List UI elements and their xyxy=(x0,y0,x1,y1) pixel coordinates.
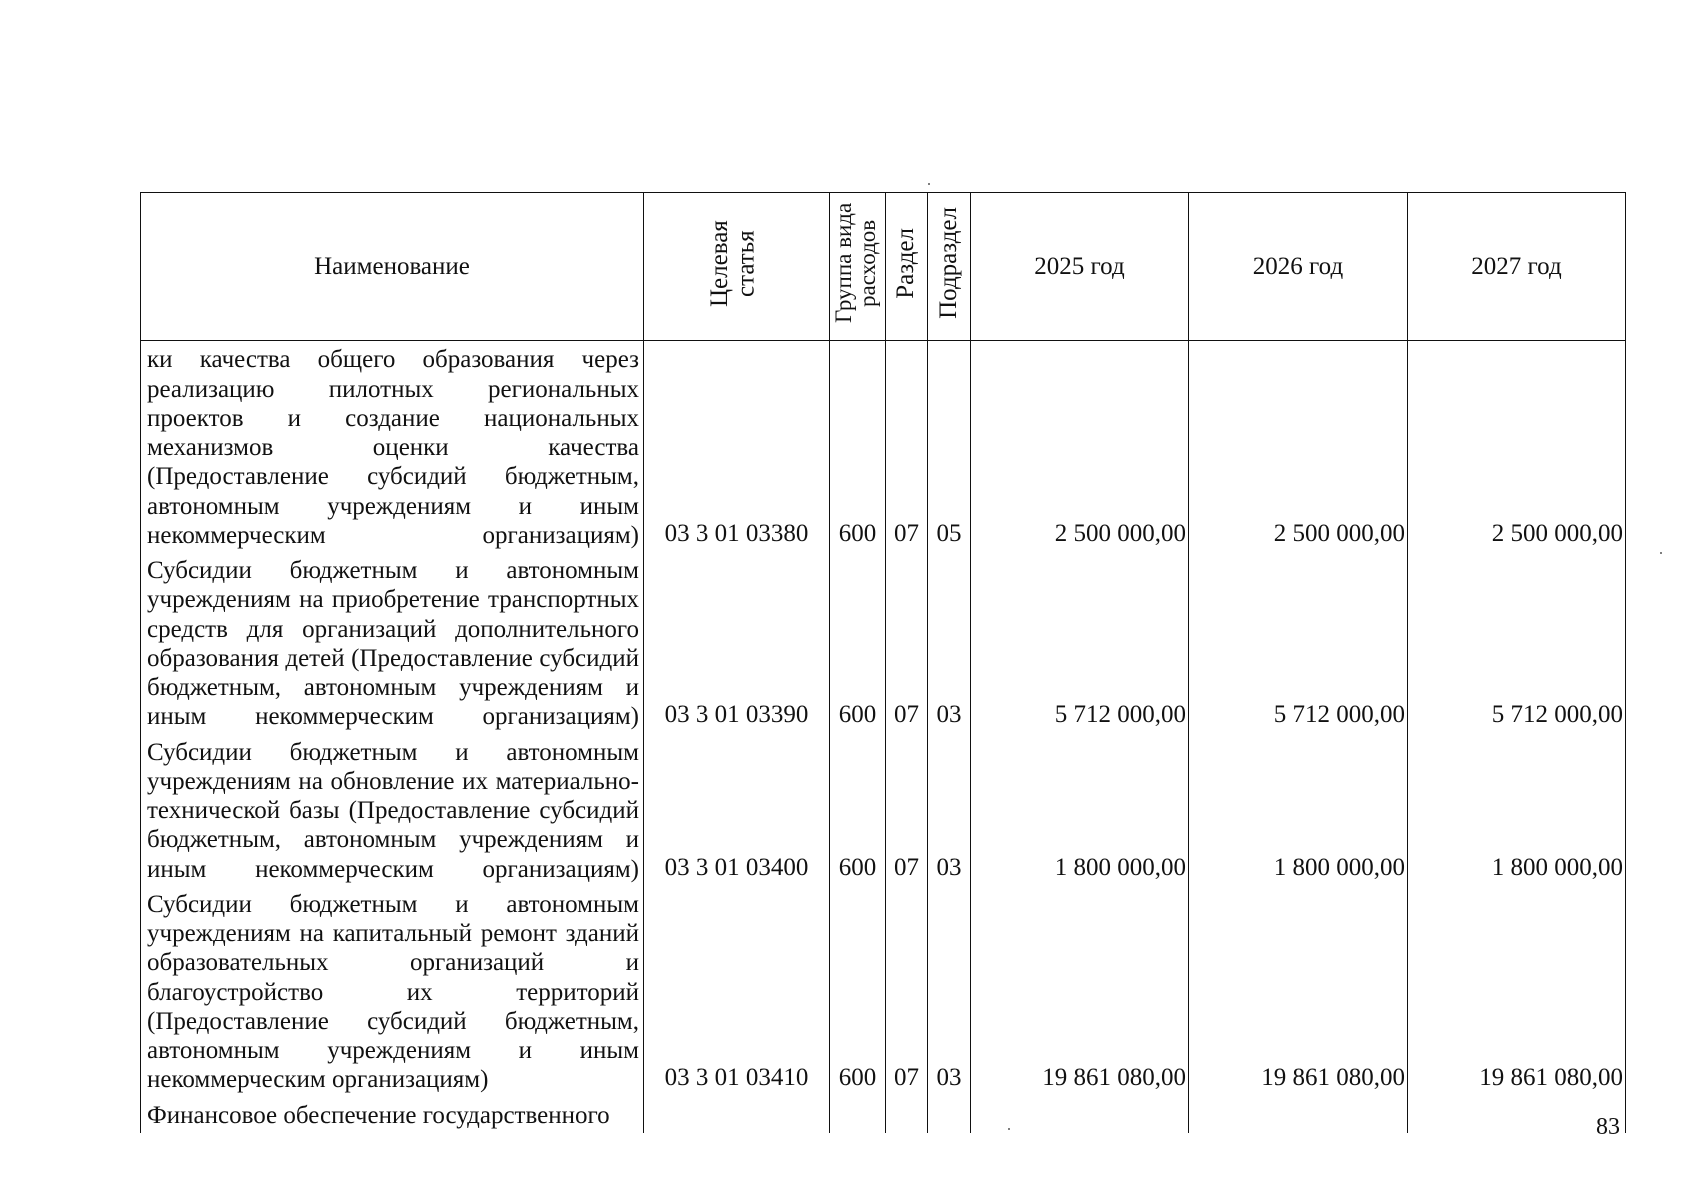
header-name: Наименование xyxy=(141,193,644,341)
row-amount-2027: 19 861 080,00 xyxy=(1408,886,1626,1097)
header-target-article: Целевая статья xyxy=(644,193,830,341)
empty-cell xyxy=(928,1097,971,1133)
row-amount-2027: 2 500 000,00 xyxy=(1408,341,1626,552)
row-amount-2025: 1 800 000,00 xyxy=(971,734,1189,886)
row-subsection: 03 xyxy=(928,734,971,886)
row-expense-group: 600 xyxy=(830,552,886,734)
row-amount-2026: 19 861 080,00 xyxy=(1189,886,1408,1097)
row-expense-group: 600 xyxy=(830,341,886,552)
scan-speck xyxy=(1008,1128,1010,1130)
row-name-continuation: Финансовое обеспечение государственного xyxy=(141,1097,644,1133)
row-target-article: 03 3 01 03410 xyxy=(644,886,830,1097)
budget-table xyxy=(140,192,1626,1133)
row-amount-2025: 5 712 000,00 xyxy=(971,552,1189,734)
row-target-article: 03 3 01 03380 xyxy=(644,341,830,552)
row-section: 07 xyxy=(886,552,928,734)
empty-cell xyxy=(830,1097,886,1133)
row-expense-group: 600 xyxy=(830,886,886,1097)
row-name: Субсидии бюджетным и автономным учреждениям на капитальный ремонт зданий образовательных организаций и благоустройство их территорий (Предоставление субсидий бюджетным, автономным учреждениям и иным некоммерческим организациям) xyxy=(141,886,644,1097)
header-2027: 2027 год xyxy=(1408,193,1626,341)
row-name: Субсидии бюджетным и автономным учреждениям на приобретение транспортных средств для организаций дополнительного образования детей (Предоставление субсидий бюджетным, автономным учреждениям и иным некоммерческим организациям) xyxy=(141,552,644,734)
row-subsection: 05 xyxy=(928,341,971,552)
empty-cell xyxy=(886,1097,928,1133)
header-2026: 2026 год xyxy=(1189,193,1408,341)
row-amount-2026: 2 500 000,00 xyxy=(1189,341,1408,552)
row-amount-2026: 1 800 000,00 xyxy=(1189,734,1408,886)
header-2025: 2025 год xyxy=(971,193,1189,341)
row-subsection: 03 xyxy=(928,886,971,1097)
table-row xyxy=(141,341,1626,552)
empty-cell xyxy=(644,1097,830,1133)
row-amount-2027: 5 712 000,00 xyxy=(1408,552,1626,734)
scan-speck xyxy=(1660,552,1662,554)
table-row xyxy=(141,886,1626,1097)
row-amount-2025: 2 500 000,00 xyxy=(971,341,1189,552)
row-target-article: 03 3 01 03400 xyxy=(644,734,830,886)
header-section: Раздел xyxy=(886,193,928,341)
header-expense-group: Группа вида расходов xyxy=(830,193,886,341)
page-number: 83 xyxy=(1596,1114,1620,1140)
row-expense-group: 600 xyxy=(830,734,886,886)
row-subsection: 03 xyxy=(928,552,971,734)
table-row xyxy=(141,734,1626,886)
table-row-continuation xyxy=(141,1097,1626,1133)
row-amount-2025: 19 861 080,00 xyxy=(971,886,1189,1097)
table-row xyxy=(141,552,1626,734)
scan-speck xyxy=(928,183,930,185)
row-section: 07 xyxy=(886,734,928,886)
row-target-article: 03 3 01 03390 xyxy=(644,552,830,734)
header-subsection: Подраздел xyxy=(928,193,971,341)
table-header-row xyxy=(141,193,1626,341)
empty-cell xyxy=(971,1097,1189,1133)
row-amount-2026: 5 712 000,00 xyxy=(1189,552,1408,734)
row-amount-2027: 1 800 000,00 xyxy=(1408,734,1626,886)
row-name: ки качества общего образования через реализацию пилотных региональных проектов и создание национальных механизмов оценки качества (Предоставление субсидий бюджетным, автономным учреждениям и иным некоммерческим организациям) xyxy=(141,341,644,552)
empty-cell xyxy=(1189,1097,1408,1133)
row-section: 07 xyxy=(886,886,928,1097)
row-section: 07 xyxy=(886,341,928,552)
row-name: Субсидии бюджетным и автономным учреждениям на обновление их материально-технической базы (Предоставление субсидий бюджетным, автономным учреждениям и иным некоммерческим организациям) xyxy=(141,734,644,886)
